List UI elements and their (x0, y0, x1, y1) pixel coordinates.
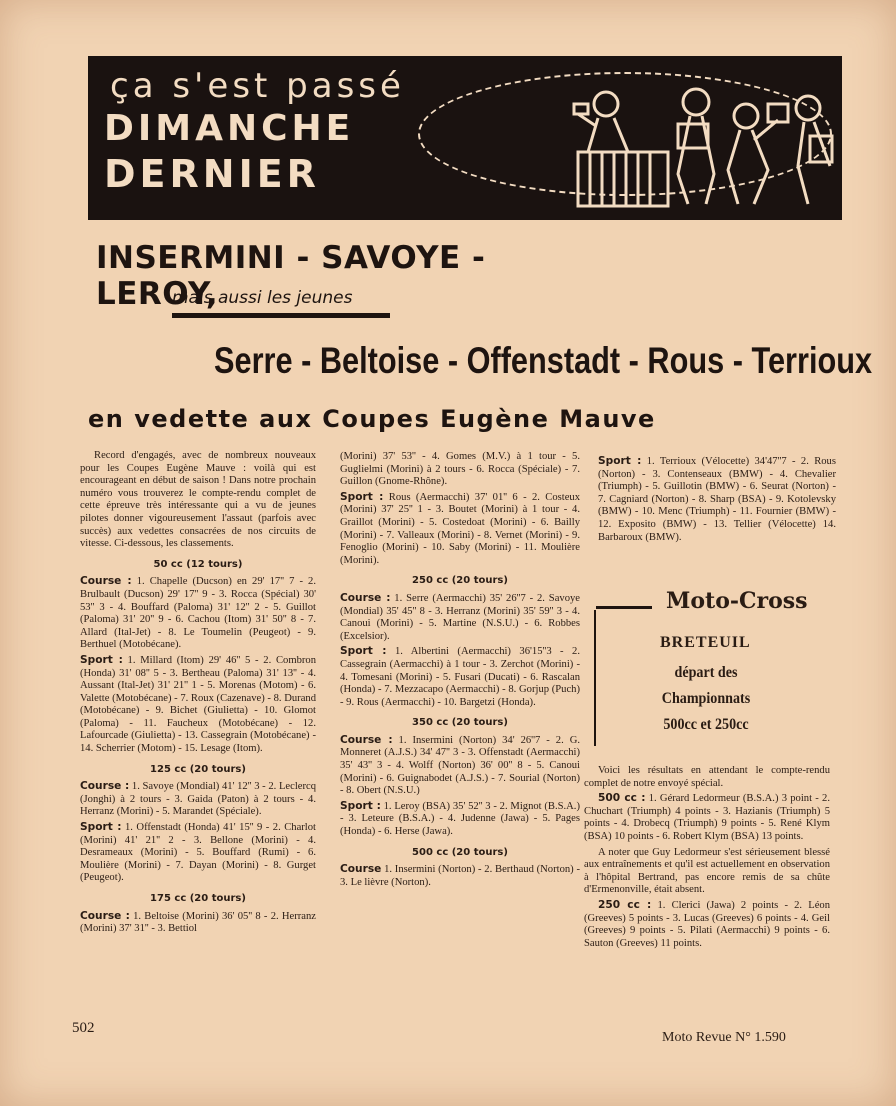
result-label: Course : (80, 780, 130, 793)
result-paragraph (80, 654, 316, 756)
result-paragraph (340, 800, 580, 839)
section-heading: 175 cc (20 tours) (150, 893, 246, 904)
result-label: Course : (80, 575, 132, 588)
motocross-place: BRETEUIL (660, 634, 751, 651)
column-1 (80, 450, 316, 938)
result-paragraph (584, 764, 830, 790)
motocross-line-2: Championnats (661, 690, 751, 707)
result-paragraph (340, 491, 580, 568)
col2-results (340, 450, 580, 889)
result-text: 1. Chapelle (Ducson) en 29' 17'' 7 - 2. Brulbault (Ducson) 29' 17'' 9 - 3. Rocca (Spécial) 30' 53'' 3 - 4. Bouffard (Paloma) 31' 12'' 2 - 5. Guillot (Paloma) 31' 20'' 9 - 6. Cachou (Itom) 31' 50'' 8 - 7. Allard (Ital-Jet) - 8. Le Toumelin (Peugeot) - 9. Berthuel (Motobécane). (80, 576, 316, 651)
headline-tagline: en vedette aux Coupes Eugène Mauve (88, 405, 656, 433)
header-banner (88, 56, 842, 220)
result-paragraph (584, 792, 830, 843)
section-heading: 50 cc (12 tours) (153, 558, 243, 570)
result-text: 1. Clerici (Jawa) 2 points - 2. Léon (Greeves) 5 points - 3. Lucas (Greeves) 6 points - 4. Geil (Greeves) 9 points - 5. Pilati (Aermacchi) 9 points - 6. Sauton (Greeves) 11 points. (584, 899, 830, 949)
result-text: (Morini) 37' 53'' - 4. Gomes (M.V.) à 1 tour - 5. Guglielmi (Morini) à 2 tours - 6. Rocca (Spéciale) - 7. Guillon (Gnome-Rhône). (340, 451, 580, 488)
col3a-results (598, 455, 836, 544)
result-text: 1. Gérard Ledormeur (B.S.A.) 3 point - 2. Chuchart (Triumph) 4 points - 3. Hazianis (Triumph) 5 points - 4. Drobecq (Triumph) 9 points - 5. René Klym (BSA) 10 points - 6. Robert Klym (BSA) 13 points. (584, 793, 830, 842)
result-text: A noter que Guy Ledormeur s'est sérieusement blessé aux entraînements et qu'il est actuellement en observation à l'hôpital Bertrand, pas encore remis de sa chûte d'Ermenonville, était absent. (584, 846, 830, 896)
result-text: 1. Savoye (Mondial) 41' 12'' 3 - 2. Leclercq (Jonghi) à 2 tours - 3. Gaida (Paton) à 2 tours - 4. Herranz (Morini) - 5. Marandet (Spéciale). (80, 781, 317, 818)
banner-line-2: DIMANCHE (104, 108, 355, 149)
result-label: Sport : (340, 490, 384, 503)
result-text: Voici les résultats en attendant le compte-rendu complet de notre envoyé spécial. (584, 765, 830, 789)
result-paragraph (340, 863, 580, 889)
motocross-title: Moto-Cross (666, 588, 808, 614)
result-paragraph (584, 899, 830, 950)
result-paragraph (80, 575, 316, 652)
result-text: 1. Albertini (Aermacchi) 36'15''3 - 2. Cassegrain (Aermacchi) à 1 tour - 3. Zerchot (Morini) - 4. Tomesani (Morini) - 5. Fusari (Ducati) - 6. Rascalan (Honda) - 7. Mezzacapo (Aermacchi) - 8. Gorjup (Puch) - 9. Rous (Aermacchi) - 10. Bargetzi (Honda). (340, 646, 580, 708)
section-heading: 350 cc (20 tours) (412, 717, 508, 729)
result-paragraph (80, 780, 316, 819)
headline-names: Serre - Beltoise - Offenstadt - Rous - Terrioux (214, 340, 873, 381)
result-label: Course : (80, 909, 130, 922)
result-text: 1. Leroy (BSA) 35' 52'' 3 - 2. Mignot (B.S.A.) - 3. Leteure (B.S.A.) - 4. Judenne (Jawa) - 5. Pages (Honda) - 6. Herse (Jawa). (340, 800, 580, 838)
result-label: Sport : (340, 645, 387, 658)
result-label: Sport : (80, 821, 122, 834)
result-text: 1. Beltoise (Morini) 36' 05'' 8 - 2. Herranz (Morini) 37' 31'' - 3. Bettiol (80, 910, 317, 935)
motocross-line-3: 500cc et 250cc (663, 716, 749, 733)
banner-line-3: DERNIER (104, 152, 320, 196)
column-3-top (598, 455, 836, 546)
subtitle-underline (172, 313, 390, 318)
result-label: Course : (340, 591, 391, 604)
motocross-rule (596, 606, 652, 609)
result-text: 1. Insermini (Norton) 34' 26''7 - 2. G. Monneret (A.J.S.) 34' 47'' 3 - 3. Offenstadt (Aermacchi) 35' 43'' 3 - 4. Wolff (Norton) 36' 00'' 8 - 5. Canoui (Morini) - 6. Guignabodet (A.J.S.) - 7. Sourial (Norton) - 8. Obert (N.S.U.) (340, 734, 581, 797)
result-label: Sport : (80, 653, 123, 666)
result-paragraph (340, 645, 580, 709)
spectators-illustration (478, 74, 838, 214)
headline-subtitle: mais aussi les jeunes (172, 288, 353, 308)
result-label: 250 cc : (598, 898, 652, 911)
result-label: Sport : (340, 799, 381, 812)
col1-results (80, 559, 316, 936)
result-text: 1. Terrioux (Vélocette) 34'47''7 - 2. Rous (Norton) - 3. Contenseaux (BMW) - 4. Chevalier (Triumph) - 5. Guillotin (BMW) - 6. Seurat (Norton) - 7. Cagniard (Norton) - 8. Sharp (BSA) - 9. Kotolevsky (BMW) - 10. Menc (Triumph) - 11. Fournier (BMW) - 12. Exposito (BMW) - 13. Tellier (Vélocette) 14. Barbaroux (BMW). (598, 456, 836, 543)
result-label: Course : (340, 733, 393, 746)
result-paragraph (598, 455, 836, 544)
banner-line-1: ça s'est passé (110, 66, 405, 106)
result-paragraph (340, 450, 580, 489)
headline-title: INSERMINI - SAVOYE - LEROY, (96, 240, 486, 312)
result-text: 1. Millard (Itom) 29' 46'' 5 - 2. Combron (Honda) 31' 08'' 5 - 3. Bertheau (Paloma) 31' 13'' - 4. Aussant (Ital-Jet) 31' 21'' 1 - 5. Morenas (Motom) - 6. Valette (Motobécane) - 7. Roux (Cazenave) - 8. Durand (Motobécane) - 9. Bichet (Giulietta) - 10. Glomot (Paloma) - 11. Faucheux (Motobécane) - 12. Lafourcade (Giulietta) - 13. Cassegrain (Motobécane) - 14. Scherrier (Motom) - 15. Lesage (Itom). (80, 654, 316, 755)
result-text: 1. Insermini (Norton) - 2. Berthaud (Norton) - 3. Le lièvre (Norton). (340, 864, 580, 888)
column-3-bottom (584, 764, 830, 952)
result-label: Course (340, 863, 382, 876)
result-label: 500 cc : (598, 792, 646, 805)
result-paragraph (80, 910, 316, 936)
section-heading: 500 cc (20 tours) (412, 846, 508, 858)
result-text: 1. Offenstadt (Honda) 41' 15'' 9 - 2. Charlot (Morini) 41' 21'' 2 - 3. Bellone (Morini) - 4. Desrameaux (Morini) - 5. Bouffard (Rumi) - 6. Moulière (Morini) - 7. Dayan (Morini) - 8. Gurget (Peugeot). (80, 822, 316, 884)
motocross-vertical-rule (594, 610, 596, 746)
motocross-line-1: départ des (674, 664, 738, 681)
result-paragraph (340, 592, 580, 643)
page-number: 502 (72, 1020, 95, 1036)
result-text: Rous (Aermacchi) 37' 01'' 6 - 2. Costeux (Morini) 37' 25'' 1 - 3. Boutet (Morini) à 1 tour - 4. Graillot (Morini) - 5. Costedoat (Morini) - 6. Bailly (Morini) - 7. Valleaux (Morini) - 8. Vernet (Morini) - 9. Fenoglio (Morini) - 10. Saby (Morini) - 11. Moulière (Morini). (340, 491, 580, 566)
section-heading: 125 cc (20 tours) (150, 763, 246, 775)
col3b-results (584, 764, 830, 950)
result-label: Sport : (598, 455, 642, 467)
column-2 (340, 450, 580, 891)
section-heading: 250 cc (20 tours) (412, 575, 508, 587)
result-paragraph (340, 734, 580, 798)
result-paragraph (584, 846, 830, 897)
result-text: 1. Serre (Aermacchi) 35' 26''7 - 2. Savoye (Mondial) 35' 45'' 8 - 3. Herranz (Morini) 35' 59'' 3 - 4. Canoui (Morini) - 5. Martine (N.S.U.) - 6. Robbes (Excelsior). (340, 592, 580, 642)
result-paragraph (80, 821, 316, 885)
magazine-footer: Moto Revue N° 1.590 (662, 1030, 786, 1045)
intro-paragraph: Record d'engagés, avec de nombreux nouveaux pour les Coupes Eugène Mauve : voilà qui est encourageant en début de saison ! Dans notre prochain numéro vous trouverez le compte-rendu complet de cette épreuve très intéressante qui a vu de jeunes pilotes donner vigoureusement l'assaut (parfois avec succès) aux vedettes consacrées de nos circuits de vitesse. Ci-dessous, les classements. (80, 450, 316, 550)
